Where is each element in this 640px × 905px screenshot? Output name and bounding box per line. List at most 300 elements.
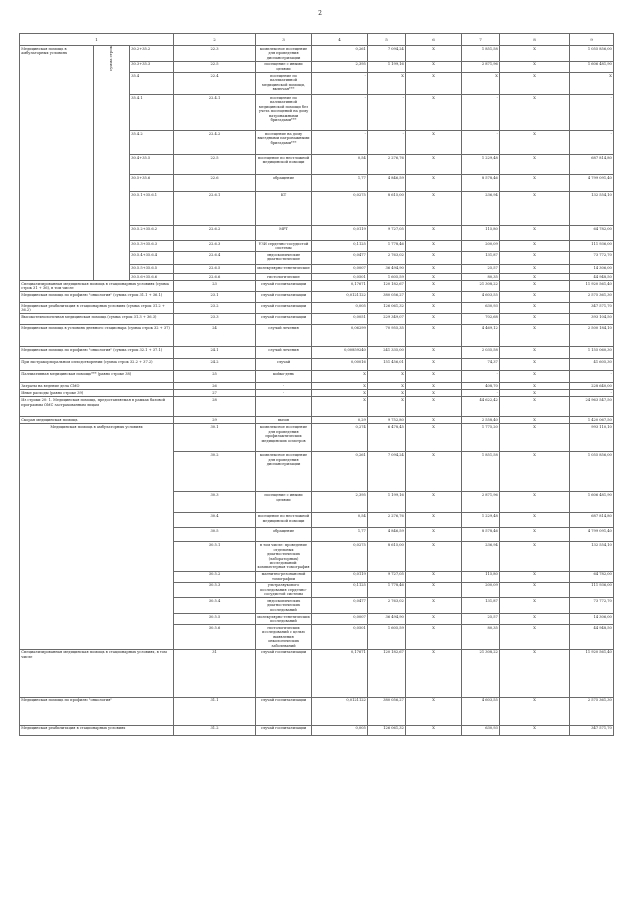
value-col-5: 2 763,02: [368, 598, 406, 614]
value-col-9: 44 948,50: [570, 625, 614, 650]
value-col-6: X: [406, 571, 462, 582]
header-col-10: 9: [570, 34, 614, 46]
value-col-8: X: [500, 397, 570, 417]
row-unit: койко-день: [256, 371, 312, 383]
value-col-6: X: [406, 174, 462, 191]
header-col-1: 1: [20, 34, 174, 46]
value-col-5: 2 276,76: [368, 513, 406, 528]
row-label: Медицинская помощь в условиях дневного стационара (сумма строк 32 + 37): [20, 325, 174, 347]
value-col-4: 0,0119: [312, 225, 368, 240]
value-col-6: X: [406, 191, 462, 225]
value-col-4: 0,0119: [312, 571, 368, 582]
value-col-5: 1 199,16: [368, 61, 406, 72]
value-col-5: 126 061,32: [368, 725, 406, 735]
value-col-9: 11 920 561,40: [570, 649, 614, 697]
value-col-6: X: [406, 697, 462, 725]
value-col-9: -: [570, 130, 614, 154]
value-col-9: 1 055 856,00: [570, 46, 614, 62]
value-col-9: 1 606 481,90: [570, 492, 614, 513]
table-row: [20, 347, 614, 359]
value-col-7: 630,93: [462, 725, 500, 735]
value-col-4: 0,00859240: [312, 347, 368, 359]
value-col-6: X: [406, 46, 462, 62]
row-unit: КТ: [256, 191, 312, 225]
row-number: 22.6.1: [174, 191, 256, 225]
value-col-5: X: [368, 390, 406, 397]
value-col-7: -: [462, 94, 500, 130]
header-col-9: 8: [500, 34, 570, 46]
row-label: Паллиативная медицинская помощь*** (равно строке 38): [20, 371, 174, 383]
value-col-7: -: [462, 130, 500, 154]
value-col-9: 4 799 091,40: [570, 528, 614, 542]
row-number: 22.6.6: [174, 274, 256, 281]
value-col-9: 73 772,70: [570, 598, 614, 614]
row-label: При экстракорпоральном оплодотворении (сумма строк 32.2 + 37.2): [20, 359, 174, 371]
row-unit: посещение по паллиативной медицинской помощи без учета посещений на дому патронажными бригадами***: [256, 94, 312, 130]
row-unit: ультразвукового исследования сердечно-сосудистой системы: [256, 582, 312, 598]
row-number: 23: [174, 281, 256, 292]
row-unit: в том числе: проведение отдельных диагностических (лабораторных) исследований: компьютерная томография: [256, 542, 312, 571]
row-number: 22.5: [174, 154, 256, 174]
value-col-9: 24 963 547,50: [570, 397, 614, 417]
header-col-3: 2: [174, 34, 256, 46]
table-row: [20, 371, 614, 383]
value-col-6: X: [406, 625, 462, 650]
value-col-6: X: [406, 72, 462, 94]
value-col-6: X: [406, 252, 462, 265]
row-label: Медицинская реабилитация в стационарных условиях: [20, 725, 174, 735]
value-col-6: X: [406, 347, 462, 359]
row-number: 23.3: [174, 314, 256, 325]
value-col-8: X: [500, 347, 570, 359]
value-col-7: 115,80: [462, 225, 500, 240]
row-number: 30.2: [174, 452, 256, 492]
value-col-8: X: [500, 371, 570, 383]
value-col-8: X: [500, 598, 570, 614]
value-col-6: X: [406, 371, 462, 383]
value-col-4: 0,0275: [312, 542, 368, 571]
row-unit: обращение: [256, 528, 312, 542]
row-number: 30.5.2: [174, 571, 256, 582]
value-col-5: 1 605,59: [368, 625, 406, 650]
table-row: [20, 383, 614, 390]
value-col-5: 4 846,59: [368, 174, 406, 191]
value-col-9: 1 606 481,90: [570, 61, 614, 72]
value-col-4: 2,395: [312, 492, 368, 513]
value-col-7: 80,35: [462, 274, 500, 281]
value-col-4: 0,005: [312, 725, 368, 735]
row-unit: эндоскопических диагностических исследований: [256, 598, 312, 614]
table-row: [20, 397, 614, 417]
row-number: 29: [174, 417, 256, 424]
row-unit: случай госпитализации: [256, 292, 312, 303]
value-col-5: 9 727,05: [368, 225, 406, 240]
row-unit: [256, 397, 312, 417]
value-col-8: X: [500, 61, 570, 72]
value-col-5: 6 478,45: [368, 424, 406, 452]
value-col-7: 2 871,96: [462, 61, 500, 72]
value-col-4: -: [312, 94, 368, 130]
row-number: 22.5: [174, 61, 256, 72]
value-col-5: 36 494,90: [368, 613, 406, 624]
value-col-9: 228 640,00: [570, 383, 614, 390]
value-col-6: X: [406, 582, 462, 598]
row-number: 22.6: [174, 174, 256, 191]
row-number: 22.6.4: [174, 252, 256, 265]
value-col-7: -: [462, 390, 500, 397]
value-col-6: X: [406, 303, 462, 314]
value-col-6: X: [406, 94, 462, 130]
table-row: [20, 390, 614, 397]
table-row: [20, 303, 614, 314]
value-col-6: X: [406, 613, 462, 624]
value-col-8: X: [500, 252, 570, 265]
value-col-6: X: [406, 325, 462, 347]
value-col-6: X: [406, 528, 462, 542]
row-unit: случай госпитализации: [256, 649, 312, 697]
row-label: Специализированная медицинская помощь в стационарных условиях (сумма строк 31 + 36), в том числе: [20, 281, 174, 292]
row-unit: магнитно-резонансной томографии: [256, 571, 312, 582]
page-number: 2: [318, 10, 322, 17]
row-number: 30.5: [174, 528, 256, 542]
value-col-7: -: [462, 371, 500, 383]
row-number: 22.6.2: [174, 225, 256, 240]
value-col-9: -: [570, 371, 614, 383]
value-col-8: X: [500, 417, 570, 424]
value-col-6: X: [406, 274, 462, 281]
value-col-8: X: [500, 281, 570, 292]
value-col-9: 41 605,30: [570, 359, 614, 371]
value-col-7: 8 578,46: [462, 528, 500, 542]
value-col-4: 1,77: [312, 174, 368, 191]
value-col-8: X: [500, 390, 570, 397]
vertical-label-cell: [94, 46, 130, 281]
value-col-4: 0,29: [312, 417, 368, 424]
header-col-7: 6: [406, 34, 462, 46]
value-col-5: 1 778,46: [368, 582, 406, 598]
value-col-8: X: [500, 325, 570, 347]
value-col-8: X: [500, 174, 570, 191]
row-code: 30.5.4+35.6.4: [130, 252, 174, 265]
row-unit: посещение на дому выездными патронажными бригадами***: [256, 130, 312, 154]
row-unit: посещение по неотложной медицинской помощи: [256, 513, 312, 528]
value-col-8: X: [500, 625, 570, 650]
value-col-5: 4 846,59: [368, 528, 406, 542]
value-col-7: 1 851,58: [462, 46, 500, 62]
value-col-9: 1 055 856,00: [570, 452, 614, 492]
row-unit: УЗИ сердечно-сосудистой системы: [256, 240, 312, 251]
value-col-7: 25,57: [462, 265, 500, 274]
value-col-7: 2 035,58: [462, 347, 500, 359]
row-unit: посещение по неотложной медицинской помощи: [256, 154, 312, 174]
value-col-5: X: [368, 397, 406, 417]
value-col-7: 131,87: [462, 598, 500, 614]
value-col-5: X: [368, 72, 406, 94]
value-col-4: 0,17671: [312, 649, 368, 697]
value-col-9: 2 500 184,10: [570, 325, 614, 347]
value-col-6: X: [406, 492, 462, 513]
value-col-4: X: [312, 371, 368, 383]
value-col-9: 993 110,10: [570, 424, 614, 452]
value-col-9: 687 814,80: [570, 154, 614, 174]
value-col-6: X: [406, 725, 462, 735]
value-col-9: X: [570, 72, 614, 94]
value-col-8: X: [500, 492, 570, 513]
value-col-8: X: [500, 191, 570, 225]
table-row: [20, 649, 614, 697]
value-col-9: 64 782,00: [570, 571, 614, 582]
value-col-4: -: [312, 72, 368, 94]
value-col-9: 2 575 361,30: [570, 292, 614, 303]
value-col-9: -: [570, 94, 614, 130]
value-col-6: X: [406, 513, 462, 528]
row-number: 22.4.1: [174, 94, 256, 130]
row-code: 30.5.5+35.6.5: [130, 265, 174, 274]
value-col-8: X: [500, 513, 570, 528]
value-col-5: -: [368, 130, 406, 154]
value-col-9: 2 575 361,30: [570, 697, 614, 725]
value-col-7: 4 469,12: [462, 325, 500, 347]
value-col-4: 0,0501: [312, 625, 368, 650]
value-col-4: 0,0477: [312, 252, 368, 265]
value-col-7: 408,70: [462, 383, 500, 390]
value-col-5: 241 335,00: [368, 347, 406, 359]
value-col-8: X: [500, 274, 570, 281]
row-number: 22.4.2: [174, 130, 256, 154]
value-col-4: X: [312, 397, 368, 417]
row-unit: посещение с иными целями: [256, 61, 312, 72]
row-label: Скорая медицинская помощь: [20, 417, 174, 424]
value-col-9: 111 936,00: [570, 582, 614, 598]
value-col-8: X: [500, 613, 570, 624]
value-col-7: 25,57: [462, 613, 500, 624]
value-col-9: 347 571,70: [570, 303, 614, 314]
row-unit: молекулярно-генетических исследований: [257, 614, 310, 624]
row-label: Высокотехнологичная медицинская помощь (сумма строк 31.3 + 36.3): [20, 314, 174, 325]
table-row: [20, 725, 614, 735]
value-col-7: 1 229,48: [462, 513, 500, 528]
row-unit: случай госпитализации: [256, 314, 312, 325]
value-col-7: 21 308,22: [462, 649, 500, 697]
value-col-6: X: [406, 359, 462, 371]
value-col-9: 132 554,10: [570, 191, 614, 225]
value-col-6: X: [406, 452, 462, 492]
value-col-4: 0,06299: [312, 325, 368, 347]
value-col-4: 0,0051: [312, 314, 368, 325]
value-col-4: 0,0275: [312, 191, 368, 225]
value-col-8: X: [500, 571, 570, 582]
value-col-9: 4 799 091,40: [570, 174, 614, 191]
table-row: [20, 417, 614, 424]
value-col-4: 1,77: [312, 528, 368, 542]
row-unit: случай лечения: [256, 325, 312, 347]
header-col-6: 5: [368, 34, 406, 46]
value-col-4: 0,17671: [312, 281, 368, 292]
row-code: 30.5.3+35.6.3: [130, 240, 174, 251]
value-col-5: 9 752,80: [368, 417, 406, 424]
row-code: 30.3+35.3: [130, 61, 174, 72]
value-col-8: X: [500, 292, 570, 303]
value-col-9: 132 554,10: [570, 542, 614, 571]
row-unit: -: [256, 390, 312, 397]
row-number: 22.6.3: [174, 240, 256, 251]
value-col-4: 0,0121122: [312, 292, 368, 303]
value-col-8: X: [500, 240, 570, 251]
row-number: 27: [174, 390, 256, 397]
row-code: 35.4.1: [130, 94, 174, 130]
value-col-4: 0,005: [312, 303, 368, 314]
vertical-label: сумма строк: [108, 46, 114, 72]
row-number: 22.3: [174, 46, 256, 62]
group-a-title: Медицинская помощь в амбулаторных условиях: [20, 46, 94, 281]
value-col-8: X: [500, 359, 570, 371]
row-number: 30.3: [174, 492, 256, 513]
value-col-6: X: [406, 240, 462, 251]
row-code: 35.4.2: [130, 130, 174, 154]
value-col-4: 0,274: [312, 424, 368, 452]
value-col-4: X: [312, 383, 368, 390]
value-col-6: X: [406, 314, 462, 325]
value-col-4: 0,0007: [312, 613, 368, 624]
row-number: 31.2: [174, 725, 256, 735]
table-row: [20, 292, 614, 303]
value-col-4: X: [312, 390, 368, 397]
value-col-4: 0,261: [312, 46, 368, 62]
value-col-8: X: [500, 130, 570, 154]
row-unit: вызов: [256, 417, 312, 424]
value-col-8: X: [500, 94, 570, 130]
value-col-5: 2 276,76: [368, 154, 406, 174]
value-col-4: 2,395: [312, 61, 368, 72]
value-col-7: 1 229,48: [462, 154, 500, 174]
value-col-4: 0,54: [312, 513, 368, 528]
value-col-9: 44 948,50: [570, 274, 614, 281]
value-col-8: X: [500, 649, 570, 697]
value-col-8: X: [500, 697, 570, 725]
row-unit: случай госпитализации: [256, 697, 312, 725]
row-number: 30.5.1: [174, 542, 256, 571]
value-col-6: X: [406, 417, 462, 424]
row-unit: случай госпитализации: [256, 303, 312, 314]
row-unit: случай лечения: [256, 347, 312, 359]
value-col-6: X: [406, 542, 462, 571]
row-unit: случай госпитализации: [256, 281, 312, 292]
value-col-8: X: [500, 725, 570, 735]
value-col-6: X: [406, 130, 462, 154]
value-col-4: 0,261: [312, 452, 368, 492]
value-col-5: 8 615,00: [368, 191, 406, 225]
value-col-6: X: [406, 424, 462, 452]
row-unit: обращение: [256, 174, 312, 191]
value-col-5: 36 494,90: [368, 265, 406, 274]
row-unit: молекулярно-генетические: [256, 265, 312, 274]
value-col-7: 630,93: [462, 303, 500, 314]
value-col-7: X: [462, 72, 500, 94]
value-col-6: X: [406, 397, 462, 417]
row-number: 23.2: [174, 303, 256, 314]
value-col-5: 9 727,05: [368, 571, 406, 582]
value-col-6: X: [406, 390, 462, 397]
value-col-6: X: [406, 225, 462, 240]
value-col-7: 2 558,40: [462, 417, 500, 424]
value-col-9: 14 306,00: [570, 613, 614, 624]
row-number: 22.6.5: [174, 265, 256, 274]
value-col-7: 2 871,96: [462, 492, 500, 513]
value-col-4: -: [312, 130, 368, 154]
value-col-7: 1 775,20: [462, 424, 500, 452]
row-number: 30.4: [174, 513, 256, 528]
value-col-5: 1 199,16: [368, 492, 406, 513]
value-col-9: 1 155 060,30: [570, 347, 614, 359]
value-col-9: 687 814,80: [570, 513, 614, 528]
value-col-8: X: [500, 314, 570, 325]
value-col-9: -: [570, 390, 614, 397]
value-col-4: 0,1125: [312, 582, 368, 598]
value-col-8: X: [500, 154, 570, 174]
value-col-6: X: [406, 154, 462, 174]
financial-table: [19, 33, 614, 736]
row-code: 30.4+35.5: [130, 154, 174, 174]
value-col-5: 151 456,01: [368, 359, 406, 371]
value-col-5: X: [368, 371, 406, 383]
value-col-8: X: [500, 72, 570, 94]
table-row: [20, 46, 614, 62]
group-b-title: Медицинская помощь в амбулаторных условиях: [20, 424, 174, 649]
value-col-7: 4 603,55: [462, 292, 500, 303]
value-col-4: 0,0477: [312, 598, 368, 614]
value-col-8: X: [500, 582, 570, 598]
row-code: 35.4: [130, 72, 174, 94]
row-number: 30.5.5: [174, 613, 256, 624]
row-code: 30.5.2+35.6.2: [130, 225, 174, 240]
value-col-5: X: [368, 383, 406, 390]
row-label: Затраты на ведение дела СМО: [20, 383, 174, 390]
value-col-6: X: [406, 598, 462, 614]
value-col-9: 347 571,70: [570, 725, 614, 735]
value-col-7: 8 578,46: [462, 174, 500, 191]
value-col-7: 4 603,55: [462, 697, 500, 725]
header-col-8: 7: [462, 34, 500, 46]
value-col-8: X: [500, 383, 570, 390]
row-unit: гистологические: [256, 274, 312, 281]
value-col-6: X: [406, 292, 462, 303]
value-col-5: 120 182,67: [368, 281, 406, 292]
value-col-4: 0,0007: [312, 265, 368, 274]
row-code: 30.5.6+35.6.6: [130, 274, 174, 281]
value-col-9: 1 420 067,50: [570, 417, 614, 424]
row-unit: гистологических исследований с целью выявления онкологических заболеваний: [256, 625, 312, 650]
row-number: 30.5.3: [174, 582, 256, 598]
value-col-5: 1 605,59: [368, 274, 406, 281]
row-number: 23.1: [174, 292, 256, 303]
value-col-7: 131,87: [462, 252, 500, 265]
row-unit: МРТ: [256, 225, 312, 240]
value-col-7: 200,09: [462, 240, 500, 251]
value-col-6: X: [406, 265, 462, 274]
value-col-5: -: [368, 94, 406, 130]
value-col-8: X: [500, 452, 570, 492]
header-col-4: 3: [256, 34, 312, 46]
value-col-5: 70 955,35: [368, 325, 406, 347]
value-col-5: 380 056,27: [368, 697, 406, 725]
table-row: [20, 314, 614, 325]
value-col-7: 80,35: [462, 625, 500, 650]
value-col-4: 0,00016: [312, 359, 368, 371]
value-col-6: X: [406, 61, 462, 72]
table-row: [20, 281, 614, 292]
value-col-8: X: [500, 303, 570, 314]
row-number: 31: [174, 649, 256, 697]
